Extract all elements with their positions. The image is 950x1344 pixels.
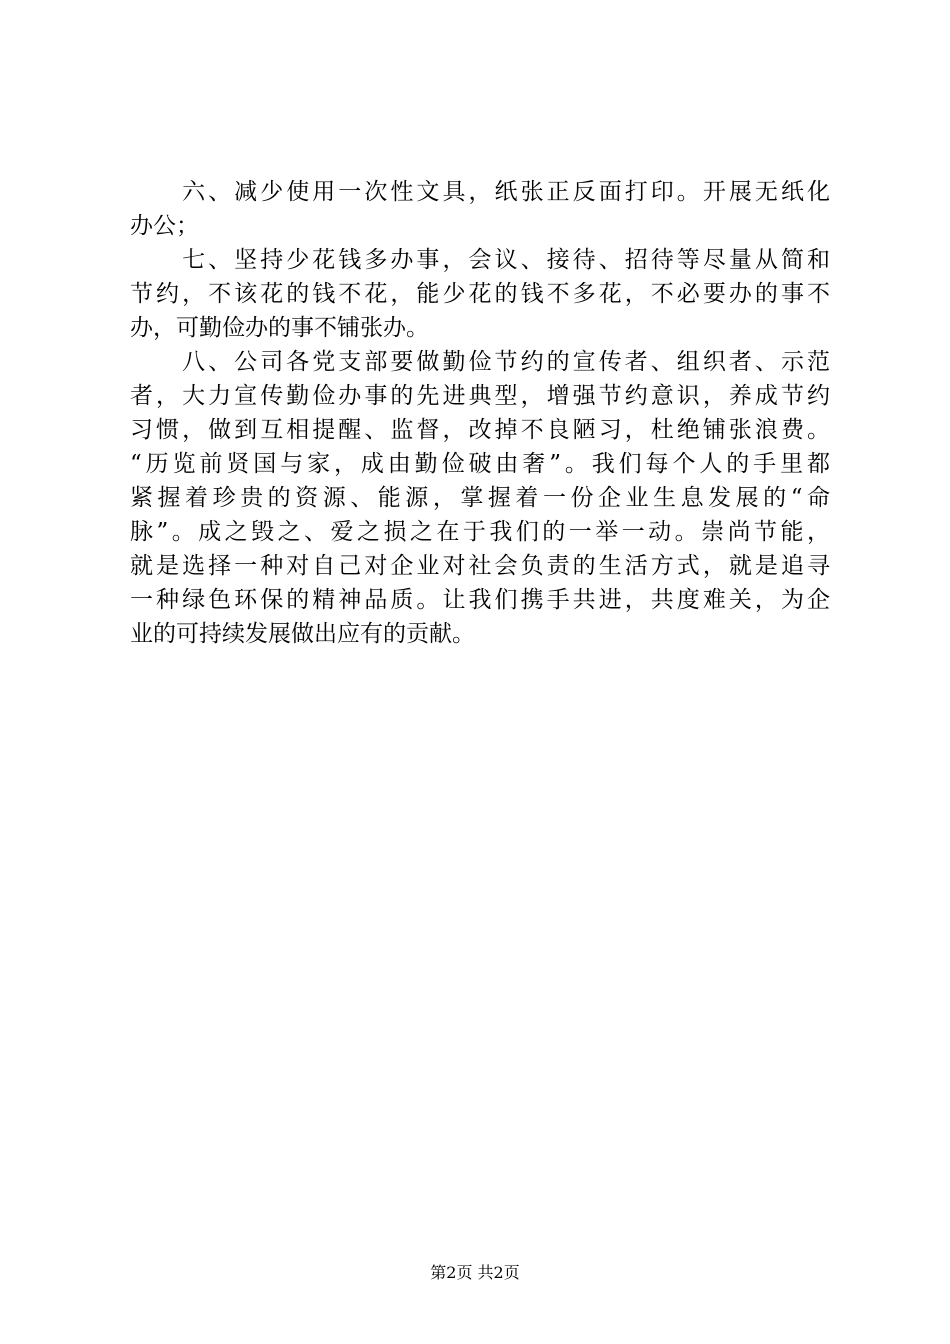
body-text-line: 六、减少使用一次性文具，纸张正反面打印。开展无纸化: [130, 179, 830, 205]
body-text-line: 办，可勤俭办的事不铺张办。: [130, 315, 429, 341]
body-text-line: 节约，不该花的钱不花，能少花的钱不多花，不必要办的事不: [130, 281, 830, 307]
body-text-line: 一种绿色环保的精神品质。让我们携手共进，共度难关，为企: [130, 587, 830, 613]
body-text-line: 就是选择一种对自己对企业对社会负责的生活方式，就是追寻: [130, 553, 830, 579]
page-footer: 第2页 共2页: [430, 1263, 520, 1282]
body-text-line: 紧握着珍贵的资源、能源，掌握着一份企业生息发展的“命: [130, 485, 830, 511]
body-text-line: 办公；: [130, 213, 199, 239]
body-text-line: 习惯，做到互相提醒、监督，改掉不良陋习，杜绝铺张浪费。: [130, 417, 830, 443]
body-text-line: 脉”。成之毁之、爱之损之在于我们的一举一动。崇尚节能，: [130, 519, 830, 545]
body-text-line: 七、坚持少花钱多办事，会议、接待、招待等尽量从简和: [130, 247, 830, 273]
body-text-line: 业的可持续发展做出应有的贡献。: [130, 621, 475, 647]
body-text-line: 者，大力宣传勤俭办事的先进典型，增强节约意识，养成节约: [130, 383, 830, 409]
body-text-line: 八、公司各党支部要做勤俭节约的宣传者、组织者、示范: [130, 349, 830, 375]
body-text-line: “历览前贤国与家，成由勤俭破由奢”。我们每个人的手里都: [130, 451, 830, 477]
